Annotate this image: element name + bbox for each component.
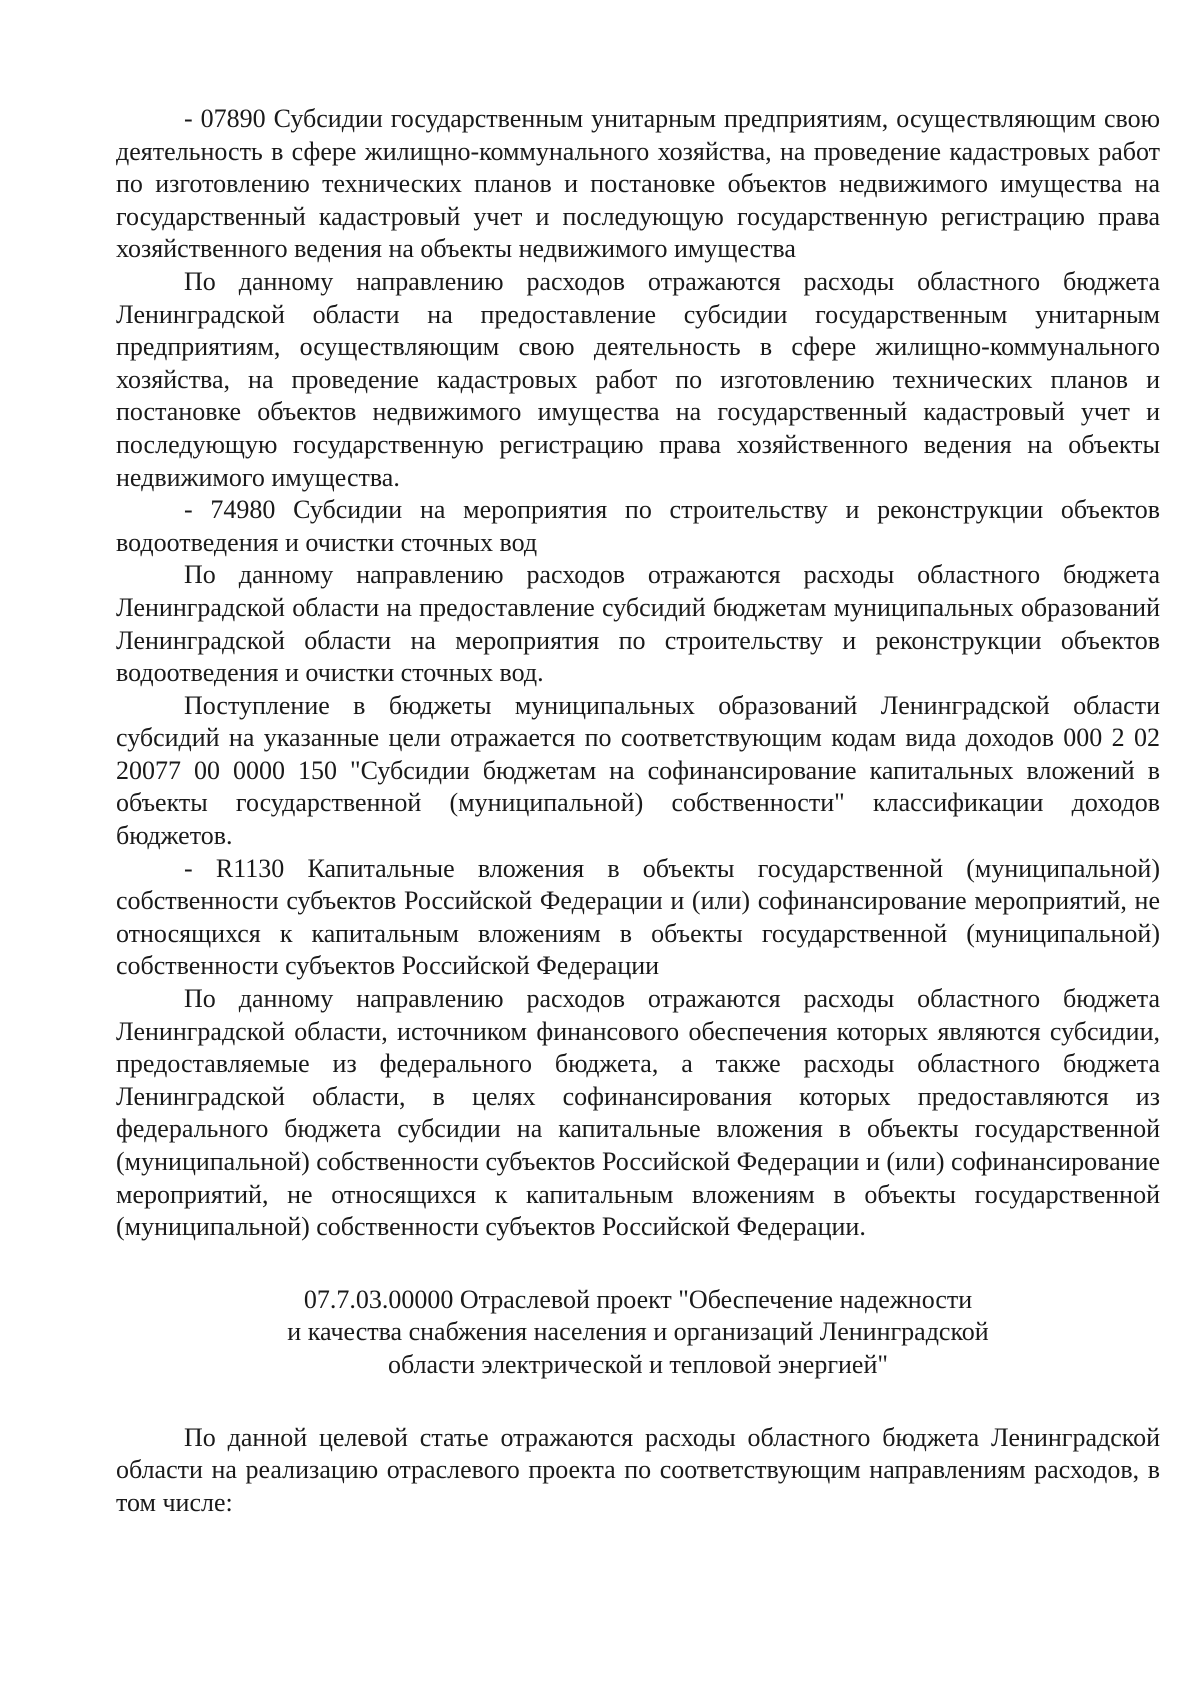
section-heading <box>116 1284 1160 1382</box>
document-body <box>116 103 1160 1519</box>
paragraph-item-74980: - 74980 Субсидии на мероприятия по строительству и реконструкции объектов водоотведения и очистки сточных вод <box>116 495 1160 557</box>
section-heading-line: и качества снабжения населения и организаций Ленинградской <box>287 1317 989 1347</box>
paragraph-income-note: Поступление в бюджеты муниципальных образований Ленинградской области субсидий на указанные цели отражается по соответствующим кодам вида доходов 000 2 02 20077 00 0000 150 "Субсидии бюджетам на софинансирование капитальных вложений в объекты государственной (муниципальной) собственности" классификации доходов бюджетов. <box>116 690 1160 851</box>
section-heading-line: области электрической и тепловой энергией" <box>387 1349 888 1379</box>
section-heading-line: 07.7.03.00000 Отраслевой проект "Обеспечение надежности <box>303 1284 973 1314</box>
paragraph-item-07890: - 07890 Субсидии государственным унитарным предприятиям, осуществляющим свою деятельность в сфере жилищно-коммунального хозяйства, на проведение кадастровых работ по изготовлению технических планов и постановке объектов недвижимого имущества на государственный кадастровый учет и последующую государственную регистрацию права хозяйственного ведения на объекты недвижимого имущества <box>116 104 1160 264</box>
paragraph-section-intro: По данной целевой статье отражаются расходы областного бюджета Ленинградской области на реализацию отраслевого проекта по соответствующим направлениям расходов, в том числе: <box>116 1422 1160 1517</box>
paragraph-description-74980: По данному направлению расходов отражаются расходы областного бюджета Ленинградской области на предоставление субсидий бюджетам муниципальных образований Ленинградской области на мероприятия по строительству и реконструкции объектов водоотведения и очистки сточных вод. <box>116 560 1160 688</box>
paragraph-item-r1130: - R1130 Капитальные вложения в объекты государственной (муниципальной) собственности субъектов Российской Федерации и (или) софинансирование мероприятий, не относящихся к капитальным вложениям в объекты государственной (муниципальной) собственности субъектов Российской Федерации <box>116 853 1160 981</box>
paragraph-description-07890: По данному направлению расходов отражаются расходы областного бюджета Ленинградской области на предоставление субсидии государственным унитарным предприятиям, осуществляющим свою деятельность в сфере жилищно-коммунального хозяйства, на проведение кадастровых работ по изготовлению технических планов и постановке объектов недвижимого имущества на государственный кадастровый учет и последующую государственную регистрацию права хозяйственного ведения на объекты недвижимого имущества. <box>116 266 1160 492</box>
paragraph-description-r1130: По данному направлению расходов отражаются расходы областного бюджета Ленинградской области, источником финансового обеспечения которых являются субсидии, предоставляемые из федерального бюджета, а также расходы областного бюджета Ленинградской области, в целях софинансирования которых предоставляются из федерального бюджета субсидии на капитальные вложения в объекты государственной (муниципальной) собственности субъектов Российской Федерации и (или) софинансирование мероприятий, не относящихся к капитальным вложениям в объекты государственной (муниципальной) собственности субъектов Российской Федерации. <box>116 984 1160 1242</box>
